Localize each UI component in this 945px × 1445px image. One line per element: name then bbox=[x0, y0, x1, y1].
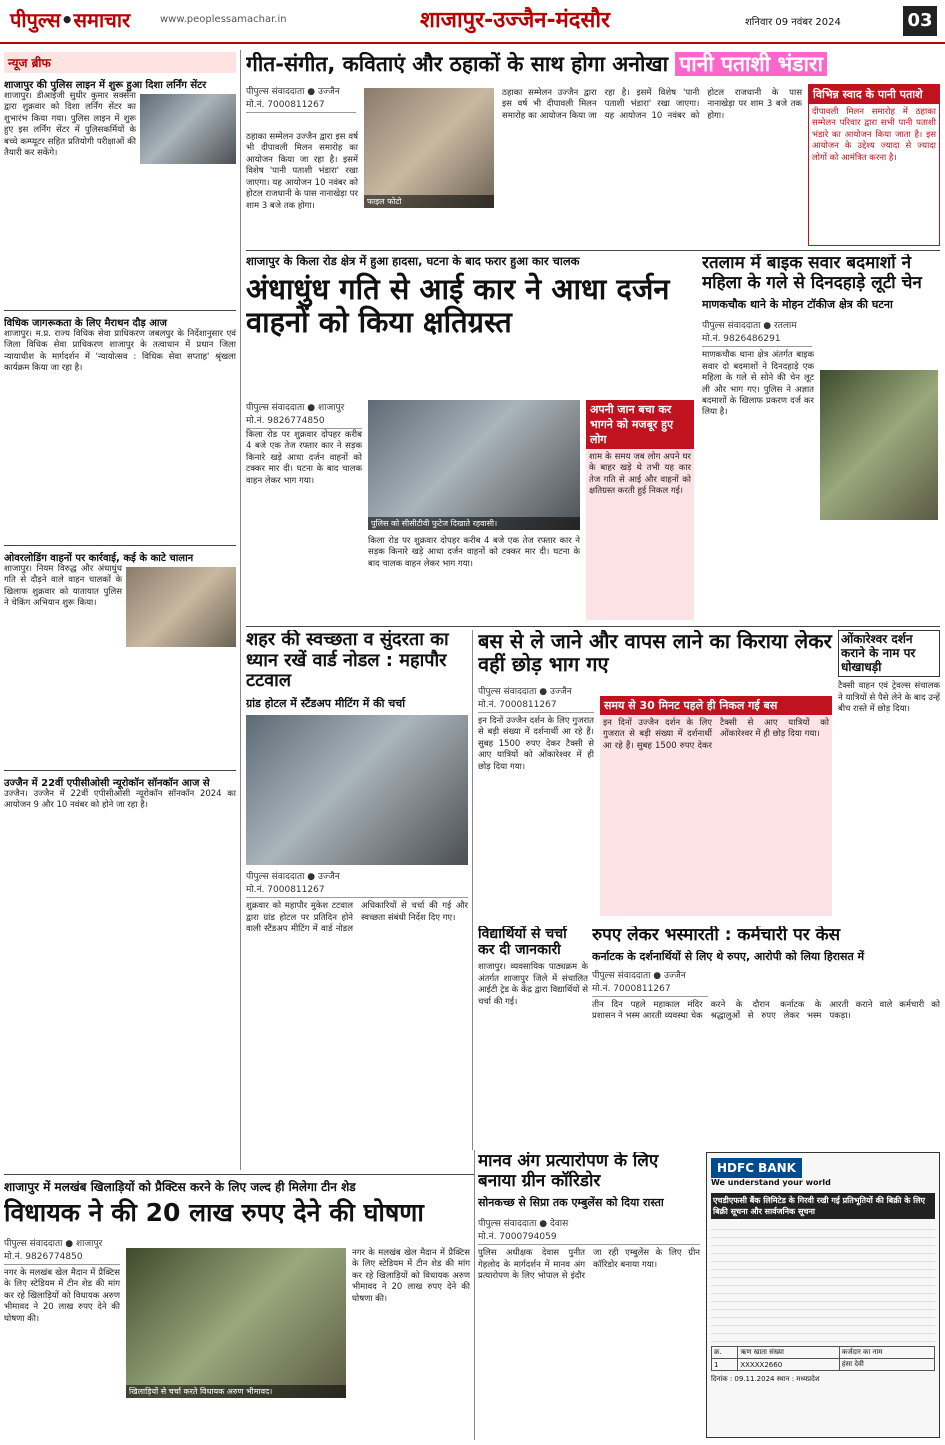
side-box-title: विभिन्न स्वाद के पानी पताशे bbox=[809, 85, 939, 104]
story-headline: गीत-संगीत, कविताएं और ठहाकों के साथ होगा अनोखा पानी पताशी भंडारा bbox=[246, 52, 940, 76]
story-byline: पीपुल्स संवाददाता ● उज्जैन मो.नं. 7000811267 bbox=[246, 869, 468, 898]
brief-title: विधिक जागरूकता के लिए मैराथन दौड़ आज bbox=[4, 317, 167, 329]
brief-text: शाजापुर। नियम विरुद्ध और अंधाधुंध गति से दौड़ने वाले वाहन चालकों के खिलाफ शुक्रवार को यातायात पुलिस ने चेकिंग अभियान शुरू किया। bbox=[4, 563, 122, 609]
story-byline: पीपुल्स संवाददाता ● रतलाम मो.नं. 9826486291 bbox=[702, 318, 812, 347]
story-headline: रतलाम में बाइक सवार बदमाशों ने महिला के गले से दिनदहाड़े लूटी चेन bbox=[702, 254, 922, 293]
section-rule bbox=[246, 250, 940, 251]
story-headline: रुपए लेकर भस्मारती : कर्मचारी पर केस bbox=[592, 926, 841, 945]
story-byline: पीपुल्स संवाददाता ● उज्जैन मो.नं. 7000811267 bbox=[592, 968, 708, 997]
story-kicker: शाजापुर के किला रोड क्षेत्र में हुआ हादसा, घटना के बाद फरार हुआ कार चालक bbox=[246, 254, 580, 268]
green-corridor-story bbox=[478, 1152, 700, 1440]
bus-fare-side bbox=[838, 630, 940, 920]
story-text: पुलिस अधीक्षक देवास पुनीत गेहलोद के मार्गदर्शन में मानव अंग प्रत्यारोपण के लिए भोपाल से इंदौर जा रही एम्बुलेंस के लिए ग्रीन कॉरिडोर बनाया गया। bbox=[478, 1248, 700, 1282]
story-kicker: शाजापुर में मलखंब खिलाड़ियों को प्रैक्टिस करने के लिए जल्द ही मिलेगा टीन शेड bbox=[4, 1180, 356, 1194]
brief-title: ओवरलोडिंग वाहनों पर कार्रवाई, कई के काटे चालान bbox=[4, 552, 194, 564]
brief-item bbox=[4, 310, 236, 375]
story-byline: पीपुल्स संवाददाता ● उज्जैन मो.नं. 7000811267 bbox=[478, 684, 594, 713]
column-divider bbox=[240, 50, 241, 1170]
car-accident-story bbox=[246, 254, 696, 624]
students-story bbox=[478, 926, 588, 1146]
issue-date: शनिवार 09 नवंबर 2024 bbox=[745, 17, 841, 28]
side-box bbox=[808, 84, 940, 246]
side-text: टैक्सी वाहन एवं ट्रेवल्स संचालक ने यात्रियों से पैसे लेने के बाद उन्हें बीच रास्ते में छोड़ दिया। bbox=[838, 681, 940, 715]
ad-heading: एचडीएफसी बैंक लिमिटेड के गिरवी रखी गई प्रतिभूतियों की बिक्री के लिए बिक्री सूचना और सार्वजनिक सूचना bbox=[711, 1193, 935, 1219]
ad-tagline: We understand your world bbox=[711, 1178, 831, 1187]
news-brief-label: न्यूज ब्रीफ bbox=[4, 52, 236, 73]
side-headline: ओंकारेश्वर दर्शन कराने के नाम पर धोखाधड़ी bbox=[838, 630, 940, 677]
story-subhead: माणकचौक थाने के मोहन टॉकीज क्षेत्र की घटना bbox=[702, 298, 893, 312]
column-divider bbox=[472, 630, 473, 1150]
side-box-text: शाम के समय जब लोग अपने घर के बाहर खड़े थे तभी यह कार तेज गति से आई और वाहनों को क्षतिग्रस्त करती हुई निकल गई। bbox=[589, 452, 691, 497]
story-text-cont: नगर के मलखंब खेल मैदान में प्रैक्टिस के लिए स्टेडियम में टीन शेड की मांग कर रहे खिलाड़ियों को विधायक अरुण भीमावद ने 20 लाख रुपए देने की घोषणा की। bbox=[352, 1248, 470, 1304]
story-photo bbox=[820, 370, 938, 520]
story-text: ठहाका सम्मेलन उज्जैन द्वारा इस वर्ष भी दीपावली मिलन समारोह का आयोजन किया जा रहा है। इसमें विशेष 'पानी पताशी भंडारा' रखा जाएगा। यह आयोजन 10 नवंबर को होटल राजधानी के पास नानाखेड़ा पर शाम 3 बजे तक होगा। bbox=[246, 132, 358, 211]
story-photo bbox=[368, 400, 580, 530]
masthead bbox=[0, 0, 945, 44]
story-byline: पीपुल्स संवाददाता ● उज्जैन मो.नं. 7000811267 bbox=[246, 84, 356, 113]
story-byline: पीपुल्स संवाददाता ● शाजापुर मो.नं. 9826774850 bbox=[246, 400, 362, 429]
section-rule bbox=[246, 626, 940, 627]
side-box bbox=[600, 696, 832, 916]
story-text: इन दिनों उज्जैन दर्शन के लिए गुजरात से बड़ी संख्या में दर्शनार्थी आ रहे हैं। सुबह 1500 रुपए देकर टैक्सी से आए यात्रियों को ओंकारेश्वर में ही छोड़ दिया गया। bbox=[478, 716, 594, 772]
story-headline: मानव अंग प्रत्यारोपण के लिए बनाया ग्रीन कॉरिडोर bbox=[478, 1152, 659, 1191]
brief-text: शाजापुर। डीआईजी सुधीर कुमार सक्सेना द्वारा शुक्रवार को दिशा लर्निंग सेंटर का शुभारंभ किया गया। पुलिस लाइन में शुरू हुए इस लर्निंग सेंटर में पुलिसकर्मियों के बच्चे कम्प्यूटर सहित प्रतियोगी परीक्षाओं की तैयारी कर सकेंगे। bbox=[4, 91, 136, 159]
side-box-text: दीपावली मिलन समारोह में ठहाका सम्मेलन परिवार द्वारा सभी पानी पताशी भंडारे का आयोजन किया जाता है। इस आयोजन के उद्देश्य ज्यादा से ज्यादा लोगों को आमंत्रित करना है। bbox=[812, 107, 936, 163]
side-box-title: समय से 30 मिनट पहले ही निकल गई बस bbox=[600, 696, 832, 715]
story-text: शुक्रवार को महापौर मुकेश टटवाल द्वारा ग्रांड होटल पर प्रतिदिन होने वाली स्टैंडअप मीटिंग में वार्ड नोडल अधिकारियों से चर्चा की गई और स्वच्छता संबंधी निर्देश दिए गए। bbox=[246, 901, 468, 934]
brief-title: उज्जैन में 22वीं एपीसीओसी न्यूरोकॉन सॉनकॉन आज से bbox=[4, 777, 210, 789]
story-text: नगर के मलखंब खेल मैदान में प्रैक्टिस के लिए स्टेडियम में टीन शेड की मांग कर रहे खिलाड़ियों को विधायक अरुण भीमावद ने 20 लाख रुपए देने की घोषणा की। bbox=[4, 1267, 120, 1324]
story-subhead: कर्नाटक के दर्शनार्थियों से लिए थे रुपए, आरोपी को लिया हिरासत में bbox=[592, 949, 865, 963]
story-headline: बस से ले जाने और वापस लाने का किराया लेकर वहीं छोड़ भाग गए bbox=[478, 630, 832, 676]
page-number: 03 bbox=[903, 6, 937, 36]
side-box-title: अपनी जान बचा कर भागने को मजबूर हुए लोग bbox=[586, 400, 694, 449]
hdfc-logo: HDFC BANK bbox=[711, 1158, 802, 1178]
hdfc-advertisement bbox=[706, 1152, 940, 1438]
brief-photo bbox=[140, 94, 236, 164]
news-brief-column bbox=[4, 52, 236, 1132]
story-headline: शहर की स्वच्छता व सुंदरता का ध्यान रखें वार्ड नोडल : महापौर टटवाल bbox=[246, 630, 449, 692]
brand-logo: पीपुल्स•समाचार bbox=[10, 8, 131, 32]
ad-table: क्र. ऋण खाता संख्या कर्जदार का नाम 1 XXXXX2660 हंसा देवी bbox=[711, 1346, 935, 1371]
swachhta-story bbox=[246, 630, 468, 1150]
story-headline: विद्यार्थियों से चर्चा कर दी जानकारी bbox=[478, 926, 567, 959]
story-text: किला रोड पर शुक्रवार दोपहर करीब 4 बजे एक तेज रफ्तार कार ने सड़क किनारे खड़े आधा दर्जन वाहनों को टक्कर मार दी। घटना के बाद चालक वाहन लेकर भाग गया। bbox=[246, 430, 362, 486]
photo-caption: खिलाड़ियों से चर्चा करते विधायक अरुण भीमावद। bbox=[126, 1385, 346, 1398]
column-divider bbox=[474, 1150, 475, 1440]
side-box bbox=[586, 400, 694, 620]
brief-item bbox=[4, 770, 236, 812]
section-title: शाजापुर-उज्जैन-मंदसौर bbox=[420, 8, 611, 33]
brief-title: शाजापुर की पुलिस लाइन में शुरू हुआ दिशा लर्निंग सेंटर bbox=[4, 80, 207, 91]
story-photo bbox=[364, 88, 494, 208]
story-text-cont: ठहाका सम्मेलन उज्जैन द्वारा इस वर्ष भी दीपावली मिलन समारोह का आयोजन किया जा रहा है। इसमें विशेष 'पानी पताशी भंडारा' रखा जाएगा। यह आयोजन 10 नवंबर को होटल राजधानी के पास नानाखेड़ा पर शाम 3 बजे तक होगा। bbox=[502, 88, 802, 121]
story-text: तीन दिन पहले महाकाल मंदिर प्रशासन ने भस्म आरती व्यवस्था चेक करने के दौरान कर्नाटक के श्रद्धालुओं से रुपए लेकर भस्म आरती कराने वाले कर्मचारी को पकड़ा। bbox=[592, 999, 940, 1022]
story-photo bbox=[126, 1248, 346, 1398]
ratlam-story bbox=[702, 254, 940, 624]
story-photo bbox=[246, 715, 468, 865]
story-subhead: सोनकच्छ से सिप्रा तक एम्बुलेंस को दिया रास्ता bbox=[478, 1196, 664, 1210]
brief-text: शाजापुर। म.प्र. राज्य विधिक सेवा प्राधिकरण जबलपुर के निर्देशानुसार एवं जिला विधिक सेवा प्राधिकरण शाजापुर के तत्वाधान में प्रधान जिला न्यायाधीश के मार्गदर्शन में 'न्यायोत्सव : विधिक सेवा सप्ताह' श्रृंखला कार्यक्रम किया जा रहा है। bbox=[4, 328, 236, 374]
site-url[interactable]: www.peoplessamachar.in bbox=[160, 14, 287, 25]
story-headline: अंधाधुंध गति से आई कार ने आधा दर्जन वाहनों को किया क्षतिग्रस्त bbox=[246, 272, 670, 340]
brief-photo bbox=[126, 567, 236, 647]
brief-item bbox=[4, 77, 236, 160]
story-headline: विधायक ने की 20 लाख रुपए देने की घोषणा bbox=[4, 1198, 424, 1227]
photo-caption: फाइल फोटो bbox=[364, 195, 494, 208]
pani-patashi-story bbox=[246, 52, 940, 248]
malkhamb-story bbox=[4, 1178, 472, 1440]
side-box-text: इन दिनों उज्जैन दर्शन के लिए गुजरात से बड़ी संख्या में दर्शनार्थी आ रहे हैं। सुबह 1500 रुपए देकर टैक्सी से आए यात्रियों को ओंकारेश्वर में ही छोड़ दिया गया। bbox=[603, 718, 829, 751]
story-text: शाजापुर। व्यवसायिक पाठ्यक्रम के अंतर्गत शाजापुर जिले में संचालित आईटी ट्रेड के केंद्र द्वारा विद्यार्थियों से चर्चा की गई। bbox=[478, 962, 588, 1007]
story-byline: पीपुल्स संवाददाता ● देवास मो.नं. 7000794059 bbox=[478, 1216, 700, 1245]
story-text: माणकचौक थाना क्षेत्र अंतर्गत बाइक सवार दो बदमाशों ने दिनदहाड़े एक महिला के गले से सोने की चेन लूट ली और भाग गए। पुलिस ने अज्ञात बदमाशों के खिलाफ प्रकरण दर्ज कर लिया है। bbox=[702, 350, 814, 418]
story-text-cont: किला रोड पर शुक्रवार दोपहर करीब 4 बजे एक तेज रफ्तार कार ने सड़क किनारे खड़े आधा दर्जन वाहनों को टक्कर मार दी। घटना के बाद चालक वाहन लेकर भाग गया। bbox=[368, 536, 580, 569]
brief-text: उज्जैन। उज्जैन में 22वीं एपीसीओसी न्यूरोकॉन सॉनकॉन 2024 का आयोजन 9 और 10 नवंबर को होने जा रहा है। bbox=[4, 788, 236, 811]
photo-caption: पुलिस को सीसीटीवी फुटेज दिखाते रहवासी। bbox=[368, 517, 580, 530]
bus-fare-story bbox=[478, 630, 834, 920]
story-byline: पीपुल्स संवाददाता ● शाजापुर मो.नं. 9826774850 bbox=[4, 1236, 120, 1265]
brief-item bbox=[4, 545, 236, 610]
story-subhead: ग्रांड होटल में स्टैंडअप मीटिंग में की चर्चा bbox=[246, 697, 406, 711]
section-rule bbox=[4, 1174, 474, 1175]
ad-footer: दिनांक : 09.11.2024 स्थान : मध्यप्रदेश bbox=[711, 1375, 820, 1383]
ad-fine-print bbox=[711, 1222, 935, 1342]
bhasma-story bbox=[592, 926, 940, 1146]
